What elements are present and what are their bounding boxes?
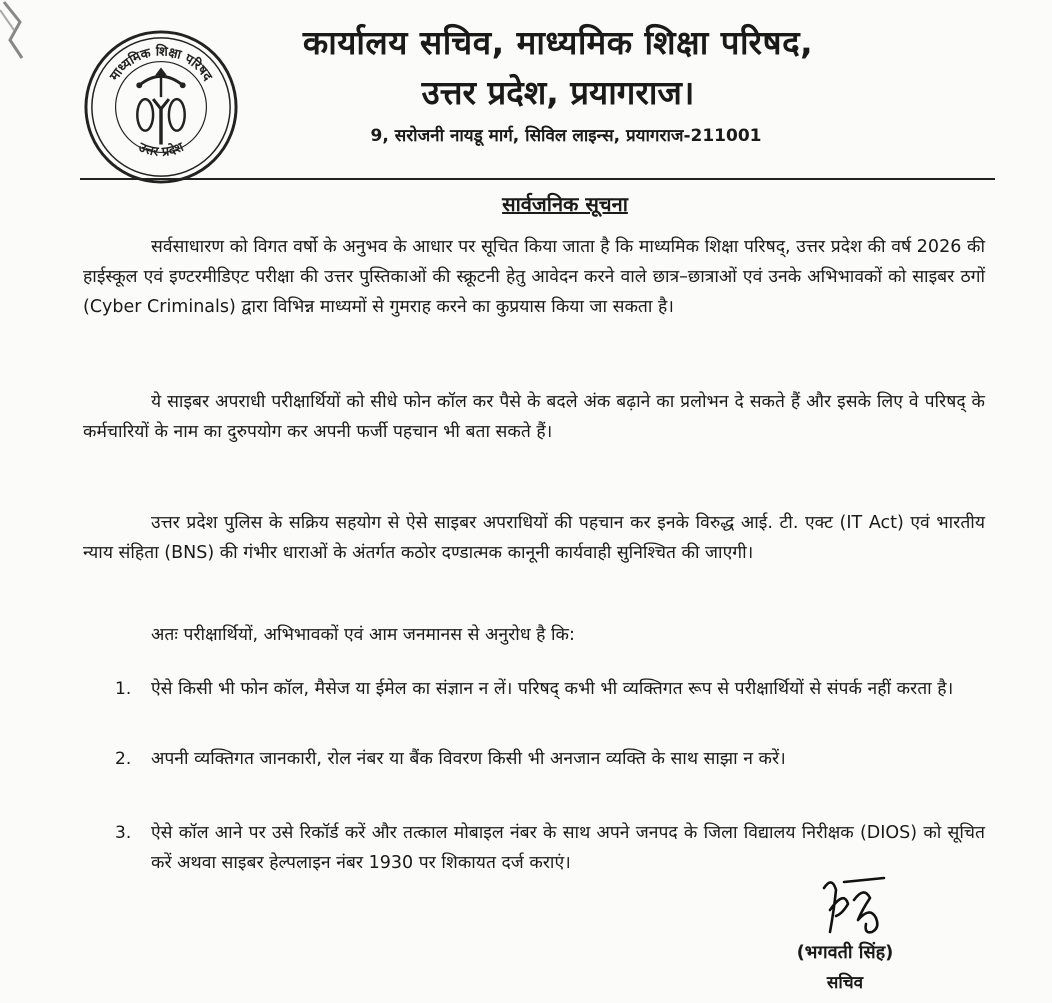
office-location: उत्तर प्रदेश, प्रयागराज।: [421, 73, 695, 112]
list-item-number: 1.: [115, 679, 132, 699]
signatory-designation: सचिव: [826, 973, 864, 993]
notice-title: सार्वजनिक सूचना: [502, 192, 628, 216]
emblem-text-top: माध्यमिक शिक्षा परिषद: [107, 44, 215, 84]
notice-paragraph-1: सर्वसाधारण को विगत वर्षो के अनुभव के आधार पर सूचित किया जाता है कि माध्यमिक शिक्षा परिषद्, उत्तर प्रदेश की वर्ष 2026 की हाईस्कूल एवं इण्टरमीडिएट परीक्षा की उत्तर पुस्तिकाओं की स्क्रूटनी हेतु आवेदन करने वाले छात्र–छात्राओं एवं उनके अभिभावकों को साइबर ठगों (Cyber Criminals) द्वारा विभिन्न माध्यमों से गुमराह करने का कुप्रयास किया जा सकता है।: [83, 237, 985, 317]
list-item-text: ऐसे किसी भी फोन कॉल, मैसेज या ईमेल का संज्ञान न लें। परिषद् कभी भी व्यक्तिगत रूप से परीक्षार्थियों से संपर्क नहीं करता है।: [151, 679, 954, 699]
emblem-text-bottom: उत्तर प्रदेश: [135, 139, 187, 160]
notice-paragraph-2: ये साइबर अपराधी परीक्षार्थियों को सीधे फोन कॉल कर पैसे के बदले अंक बढ़ाने का प्रलोभन दे सकते हैं और इसके लिए वे परिषद् के कर्मचारियों के नाम का दुरुपयोग कर अपनी फर्जी पहचान भी बता सकते हैं।: [83, 392, 985, 442]
header-divider: [80, 178, 995, 180]
list-item-number: 3.: [115, 823, 132, 843]
up-emblem-seal-icon: [82, 28, 240, 186]
notice-paragraph-3: उत्तर प्रदेश पुलिस के सक्रिय सहयोग से ऐसे साइबर अपराधियों की पहचान कर इनके विरुद्ध आई. टी. एक्ट (IT Act) एवं भारतीय न्याय संहिता (BNS) की गंभीर धाराओं के अंतर्गत कठोर दण्डात्मक कानूनी कार्यवाही सुनिश्चित की जाएगी।: [83, 513, 985, 563]
notice-paragraph-4: अतः परीक्षार्थियों, अभिभावकों एवं आम जनमानस से अनुरोध है कि:: [151, 625, 575, 645]
office-address: 9, सरोजनी नायडू मार्ग, सिविल लाइन्स, प्रयागराज-211001: [370, 126, 762, 146]
list-item-text: अपनी व्यक्तिगत जानकारी, रोल नंबर या बैंक विवरण किसी भी अनजान व्यक्ति के साथ साझा न करें।: [151, 749, 786, 769]
office-title: कार्यालय सचिव, माध्यमिक शिक्षा परिषद,: [302, 23, 814, 62]
signatory-name: (भगवती सिंह): [796, 942, 894, 963]
list-item-text: ऐसे कॉल आने पर उसे रिकॉर्ड करें और तत्काल मोबाइल नंबर के साथ अपने जनपद के जिला विद्यालय निरीक्षक (DIOS) को सूचित करें अथवा साइबर हेल्पलाइन नंबर 1930 पर शिकायत दर्ज कराएं।: [151, 823, 985, 873]
list-item-number: 2.: [115, 749, 132, 769]
paper-clip-icon: [0, 0, 32, 60]
handwritten-signature-icon: [814, 870, 894, 940]
